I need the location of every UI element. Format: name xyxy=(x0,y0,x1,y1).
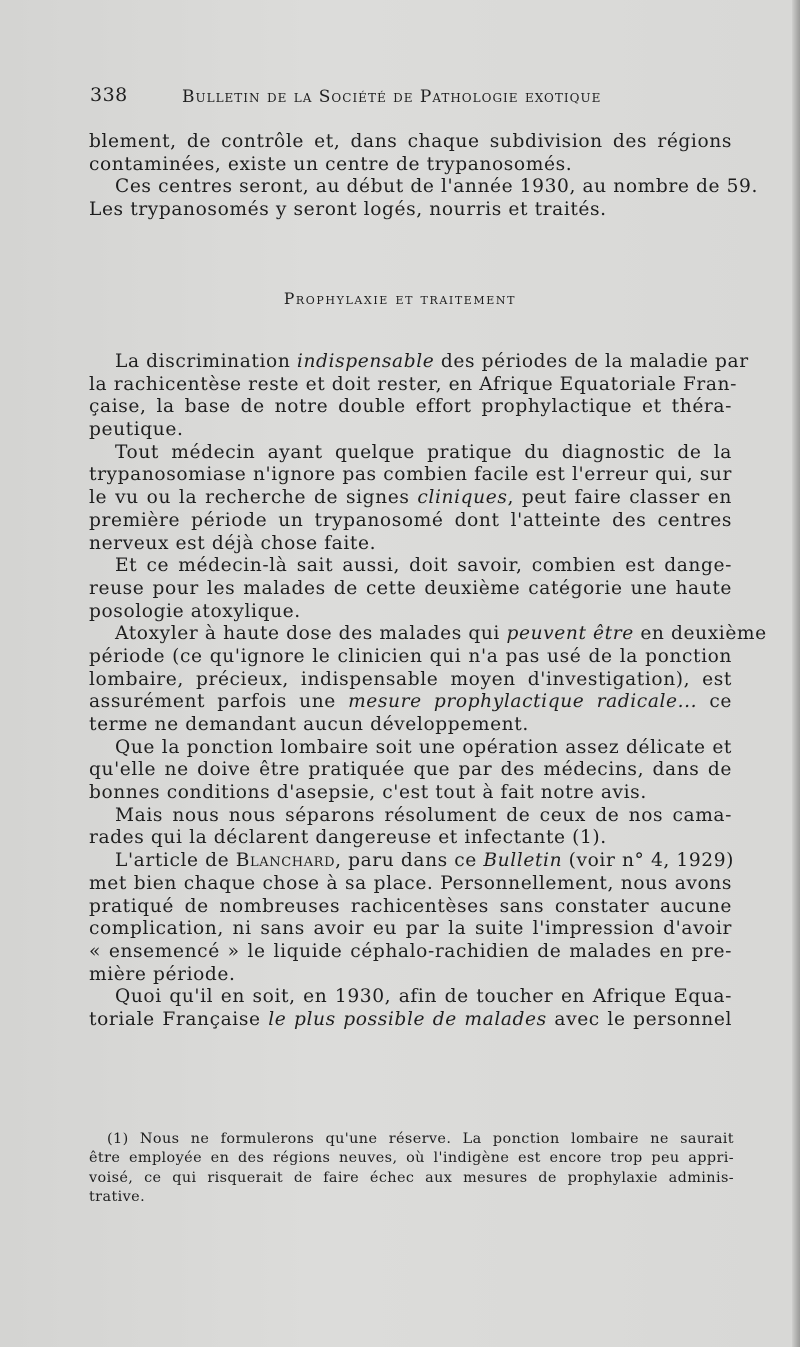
text-line: rades qui la déclarent dangereuse et infectante (1). xyxy=(89,827,607,849)
footnote-line: (1) Nous ne formulerons qu'une réserve. La ponction lombaire ne saurait xyxy=(107,1131,734,1147)
footnote-line: trative. xyxy=(89,1188,146,1205)
text-line: blement, de contrôle et, dans chaque subdivision des régions xyxy=(89,131,732,152)
text-line: Ces centres seront, au début de l'année 1930, au nombre de 59. xyxy=(115,176,758,198)
page-edge xyxy=(792,0,800,1347)
text-line: Atoxyler à haute dose des malades qui peuvent être en deuxième xyxy=(115,623,767,645)
intro-paragraphs xyxy=(89,131,758,222)
text-line: met bien chaque chose à sa place. Personnellement, nous avons xyxy=(89,872,732,894)
text-line: lombaire, précieux, indispensable moyen d'investigation), est xyxy=(89,668,732,690)
text-line: qu'elle ne doive être pratiquée que par des médecins, dans de xyxy=(89,759,732,781)
text-line: L'article de Blanchard, paru dans ce Bulletin (voir n° 4, 1929) xyxy=(115,850,734,872)
text-line: reuse pour les malades de cette deuxième catégorie une haute xyxy=(89,577,732,599)
text-line: la rachicentèse reste et doit rester, en Afrique Equatoriale Fran- xyxy=(89,373,737,395)
text-line: toriale Française le plus possible de malades avec le personnel xyxy=(89,1008,733,1030)
text-line: nerveux est déjà chose faite. xyxy=(89,532,377,554)
text-line: Les trypanosomés y seront logés, nourris et traités. xyxy=(89,199,607,221)
text-line: bonnes conditions d'asepsie, c'est tout à fait notre avis. xyxy=(89,782,647,804)
text-line: Quoi qu'il en soit, en 1930, afin de toucher en Afrique Equa- xyxy=(115,986,732,1008)
text-line: peutique. xyxy=(89,419,184,441)
text-line: période (ce qu'ignore le clinicien qui n'a pas usé de la ponction xyxy=(89,645,732,667)
text-line: assurément parfois une mesure prophylactique radicale... ce xyxy=(89,691,732,713)
text-line: « ensemencé » le liquide céphalo-rachidien de malades en pre- xyxy=(89,940,732,962)
text-line: mière période. xyxy=(89,963,236,985)
text-line: çaise, la base de notre double effort prophylactique et théra- xyxy=(89,396,732,418)
text-line: posologie atoxylique. xyxy=(89,600,301,622)
main-body xyxy=(89,351,767,1032)
page-number: 338 xyxy=(90,84,128,106)
author-name: Blanchard xyxy=(235,850,336,872)
text-line: Et ce médecin-là sait aussi, doit savoir, combien est dange- xyxy=(115,555,732,577)
footnote xyxy=(89,1130,734,1207)
text-line: première période un trypanosomé dont l'atteinte des centres xyxy=(89,509,732,531)
running-title: Bulletin de la Société de Pathologie exotique xyxy=(182,87,602,107)
footnote-line: voisé, ce qui risquerait de faire échec aux mesures de prophylaxie adminis- xyxy=(89,1169,734,1186)
text-line: le vu ou la recherche de signes cliniques, peut faire classer en xyxy=(89,487,732,509)
text-line: trypanosomiase n'ignore pas combien facile est l'erreur qui, sur xyxy=(89,464,732,486)
text-line: Mais nous nous séparons résolument de ceux de nos cama- xyxy=(115,804,732,826)
text-line: La discrimination indispensable des périodes de la maladie par xyxy=(115,351,749,372)
section-title: Prophylaxie et traitement xyxy=(283,290,517,308)
text-line: pratiqué de nombreuses rachicentèses sans constater aucune xyxy=(89,895,732,917)
text-line: Que la ponction lombaire soit une opération assez délicate et xyxy=(115,736,732,758)
text-line: terme ne demandant aucun développement. xyxy=(89,714,529,735)
text-line: complication, ni sans avoir eu par la suite l'impression d'avoir xyxy=(89,918,732,940)
text-line: contaminées, existe un centre de trypanosomés. xyxy=(89,153,573,175)
text-line: Tout médecin ayant quelque pratique du diagnostic de la xyxy=(115,441,732,463)
footnote-line: être employée en des régions neuves, où l'indigène est encore trop peu appri- xyxy=(89,1150,734,1167)
